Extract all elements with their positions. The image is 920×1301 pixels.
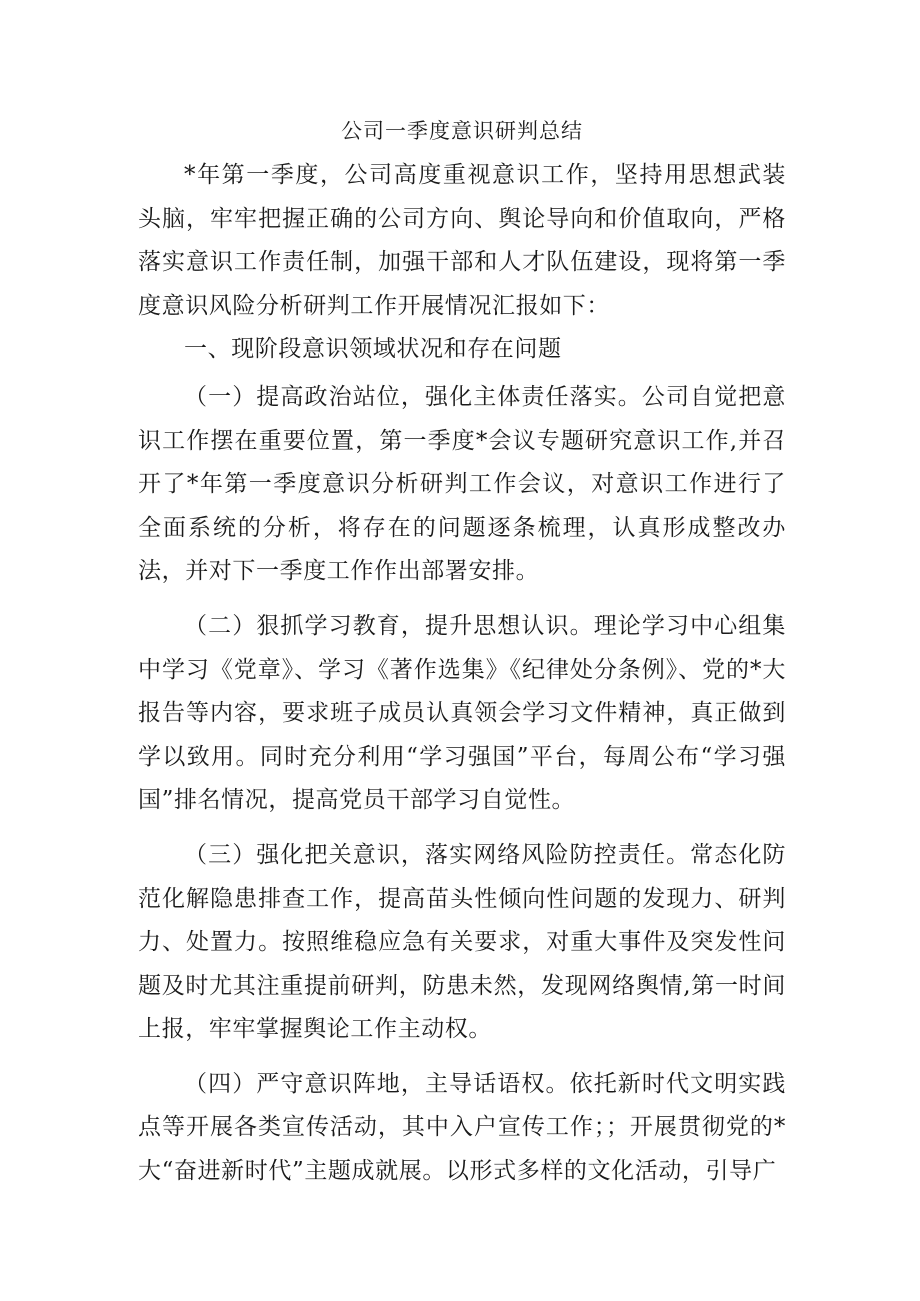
document-page bbox=[138, 112, 786, 1194]
intro-paragraph: *年第一季度，公司高度重视意识工作，坚持用思想武装头脑，牢牢把握正确的公司方向、舆论导向和价值取向，严格落实意识工作责任制，加强干部和人才队伍建设，现将第一季度意识风险分析研判工作开展情况汇报如下： bbox=[138, 162, 786, 319]
document-title: 公司一季度意识研判总结 bbox=[341, 119, 583, 143]
paragraph-2: （二）狠抓学习教育，提升思想认识。理论学习中心组集中学习《党章》、学习《著作选集》《纪律处分条例》、党的*大报告等内容，要求班子成员认真领会学习文件精神，真正做到学以致用。同时充分利用“学习强国”平台，每周公布“学习强国”排名情况，提高党员干部学习自觉性。 bbox=[138, 612, 786, 814]
section-heading: 一、现阶段意识领域状况和存在问题 bbox=[184, 336, 562, 363]
paragraph-4: （四）严守意识阵地，主导话语权。依托新时代文明实践点等开展各类宣传活动，其中入户宣传工作；；开展贯彻党的*大“奋进新时代”主题成就展。以形式多样的文化活动，引导广 bbox=[138, 1070, 786, 1185]
paragraph-3: （三）强化把关意识，落实网络风险防控责任。常态化防范化解隐患排查工作，提高苗头性倾向性问题的发现力、研判力、处置力。按照维稳应急有关要求，对重大事件及突发性问题及时尤其注重提前研判，防患未然，发现网络舆情,第一时间上报，牢牢掌握舆论工作主动权。 bbox=[138, 841, 786, 1043]
paragraph-1: （一）提高政治站位，强化主体责任落实。公司自觉把意识工作摆在重要位置，第一季度*会议专题研究意识工作,并召开了*年第一季度意识分析研判工作会议，对意识工作进行了全面系统的分析，将存在的问题逐条梳理，认真形成整改办法，并对下一季度工作作出部署安排。 bbox=[138, 383, 786, 585]
